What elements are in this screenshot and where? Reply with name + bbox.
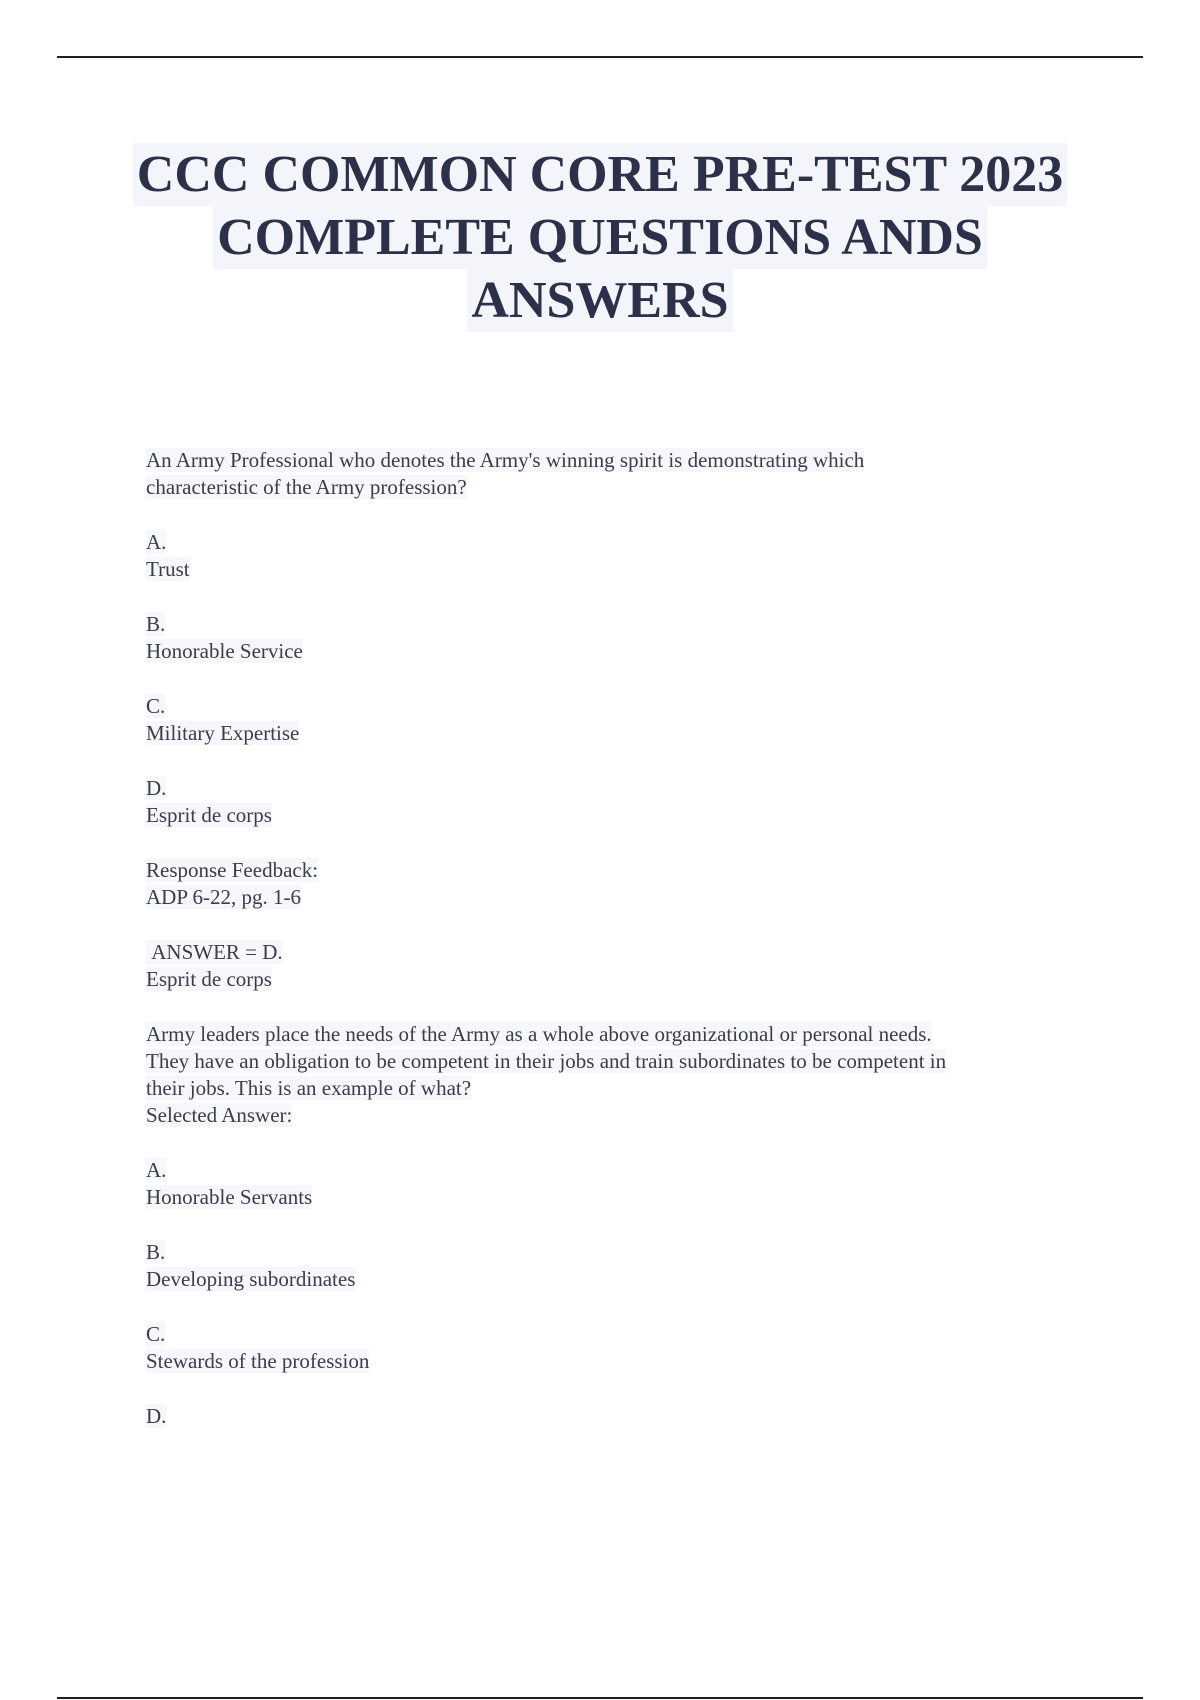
title-line-2: COMPLETE QUESTIONS ANDS bbox=[213, 206, 987, 269]
option-text: Honorable Service bbox=[146, 639, 303, 663]
q2-option-c bbox=[146, 1321, 1086, 1375]
option-letter: B. bbox=[146, 1240, 166, 1264]
q2-option-d bbox=[146, 1403, 1086, 1430]
title-line-1: CCC COMMON CORE PRE-TEST 2023 bbox=[133, 143, 1067, 206]
answer-label: ANSWER = D. bbox=[146, 940, 283, 964]
option-text: Trust bbox=[146, 557, 190, 581]
question-text-line: An Army Professional who denotes the Army's winning spirit is demonstrating which bbox=[146, 448, 865, 472]
q2-option-b bbox=[146, 1239, 1086, 1293]
option-letter: A. bbox=[146, 1158, 167, 1182]
option-text: Esprit de corps bbox=[146, 803, 272, 827]
q1-option-a bbox=[146, 529, 1086, 583]
question-text-line: Army leaders place the needs of the Army as a whole above organizational or personal needs. bbox=[146, 1022, 932, 1046]
selected-answer-label: Selected Answer: bbox=[146, 1103, 293, 1127]
document-title bbox=[100, 143, 1100, 332]
option-text: Honorable Servants bbox=[146, 1185, 313, 1209]
q1-response-feedback bbox=[146, 857, 1086, 911]
q1-option-c bbox=[146, 693, 1086, 747]
option-text: Developing subordinates bbox=[146, 1267, 356, 1291]
question-1 bbox=[146, 447, 1086, 501]
question-2 bbox=[146, 1021, 1086, 1129]
question-text-line: their jobs. This is an example of what? bbox=[146, 1076, 472, 1100]
answer-text: Esprit de corps bbox=[146, 967, 272, 991]
q2-option-a bbox=[146, 1157, 1086, 1211]
question-text-line: characteristic of the Army profession? bbox=[146, 475, 467, 499]
title-line-3: ANSWERS bbox=[467, 269, 732, 332]
question-text-line: They have an obligation to be competent in their jobs and train subordinates to be competent in bbox=[146, 1049, 947, 1073]
q1-answer bbox=[146, 939, 1086, 993]
option-letter: C. bbox=[146, 694, 166, 718]
document-body bbox=[146, 447, 1086, 1458]
q1-option-d bbox=[146, 775, 1086, 829]
feedback-label: Response Feedback: bbox=[146, 858, 319, 882]
top-rule bbox=[57, 56, 1143, 58]
feedback-reference: ADP 6-22, pg. 1-6 bbox=[146, 885, 301, 909]
option-letter: D. bbox=[146, 776, 167, 800]
bottom-rule bbox=[57, 1697, 1143, 1699]
option-letter: D. bbox=[146, 1404, 167, 1428]
option-letter: B. bbox=[146, 612, 166, 636]
q1-option-b bbox=[146, 611, 1086, 665]
option-letter: A. bbox=[146, 530, 167, 554]
option-text: Stewards of the profession bbox=[146, 1349, 370, 1373]
option-letter: C. bbox=[146, 1322, 166, 1346]
option-text: Military Expertise bbox=[146, 721, 300, 745]
